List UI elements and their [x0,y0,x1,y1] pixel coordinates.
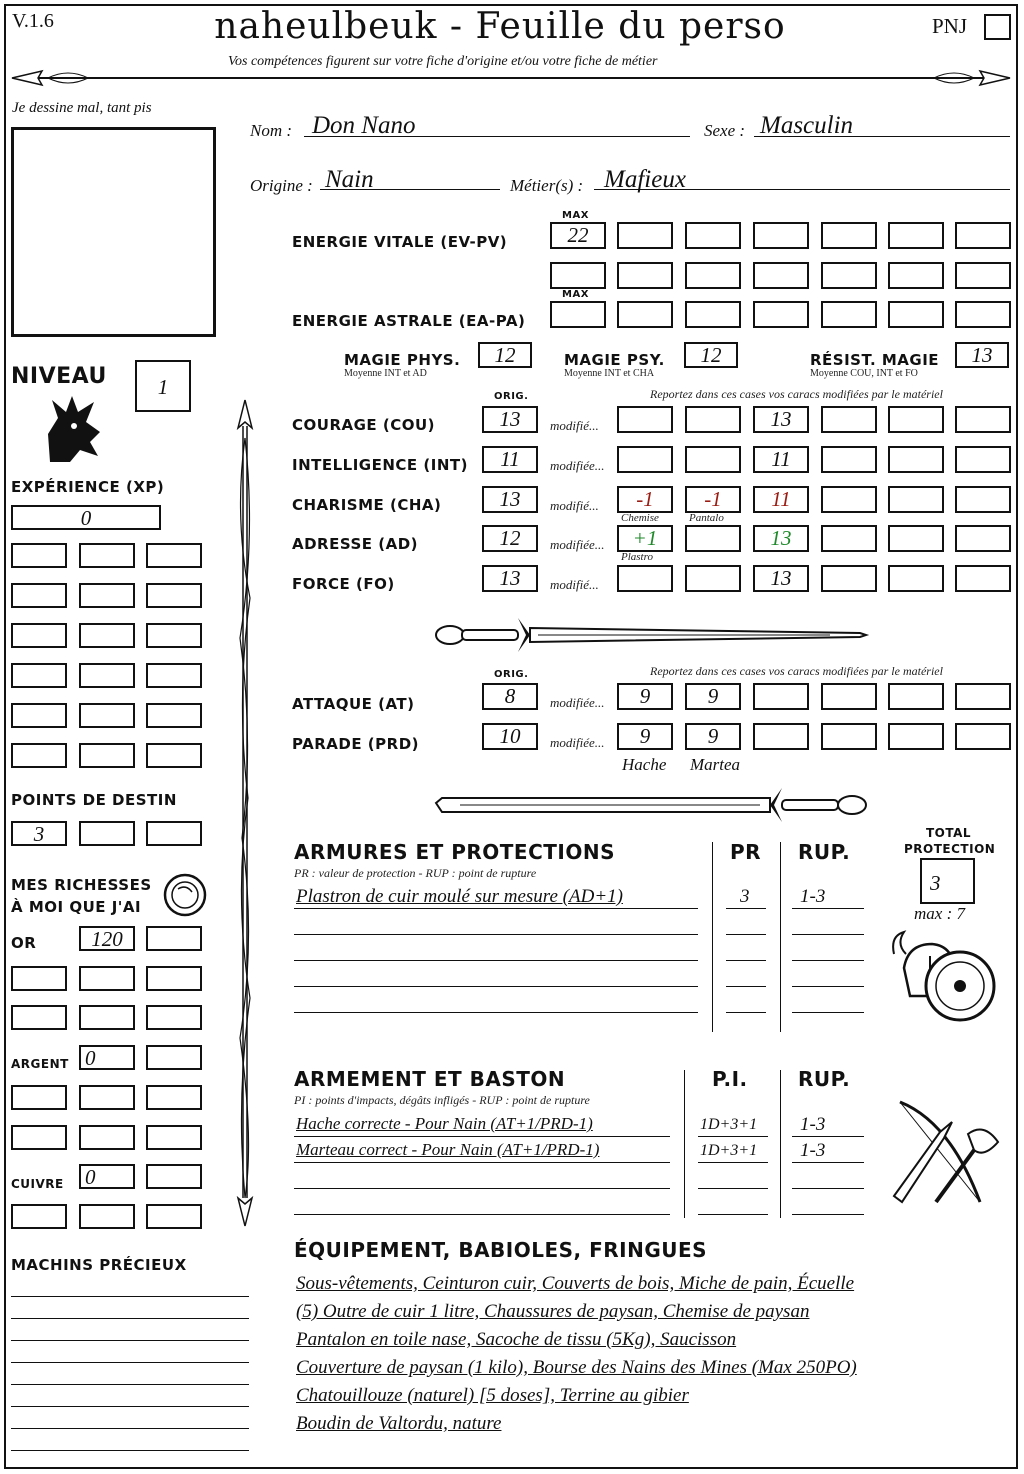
arme-name-line[interactable] [294,1136,670,1137]
armement-pi-header: P.I. [712,1067,748,1091]
arme-rup[interactable]: 1-3 [800,1114,826,1135]
destin-label: POINTS DE DESTIN [11,791,177,809]
armures-rup-header: RUP. [798,840,851,864]
carac-label: CHARISME (CHA) [292,496,442,514]
carac-mod-box[interactable] [821,486,877,513]
ev-box[interactable] [888,222,944,249]
carac-orig-box[interactable]: 13 [482,565,538,592]
ev-box[interactable] [753,262,809,289]
niveau-box[interactable]: 1 [135,360,191,412]
carac-mod-box[interactable]: 11 [753,486,809,513]
carac-mod-box[interactable] [955,565,1011,592]
ev-max-label: MAX [562,210,589,221]
arme-pi-line[interactable] [698,1162,768,1163]
arme-pi[interactable]: 1D+3+1 [700,1116,758,1133]
combat-mod-box[interactable] [753,723,809,750]
xp-box[interactable] [79,543,135,568]
or-extra-box[interactable] [79,1005,135,1030]
argent-box[interactable]: 0 [79,1045,135,1070]
cuivre-label: CUIVRE [11,1177,64,1191]
combat-mod-box[interactable]: 9 [617,723,673,750]
combat-mod-box[interactable]: 9 [685,683,741,710]
machins-line[interactable] [11,1406,249,1407]
carac-mod-box[interactable]: 13 [753,406,809,433]
ea-box[interactable] [685,301,741,328]
armure-pr-line[interactable] [726,908,766,909]
ev-box[interactable] [617,262,673,289]
sexe-label: Sexe : [704,121,746,140]
carac-mod-box[interactable] [888,446,944,473]
carac-mod-box[interactable] [955,486,1011,513]
xp-box[interactable] [11,703,67,728]
carac-mod-box[interactable] [685,446,741,473]
ev-box[interactable] [955,262,1011,289]
armure-rup-line[interactable] [792,908,864,909]
richesses-label-2: À MOI QUE J'AI [11,898,142,916]
dragon-icon [40,392,106,464]
ev-box[interactable] [888,262,944,289]
carac-modifie-label: modifiée... [550,537,605,552]
cuivre-extra-box[interactable] [11,1204,67,1229]
combat-mod-box[interactable] [753,683,809,710]
carac-mod-box[interactable] [955,406,1011,433]
armure-pr-line[interactable] [726,1012,766,1013]
combat-mod-box[interactable] [955,723,1011,750]
richesses-label-1: MES RICHESSES [11,876,152,894]
origine-label: Origine : [250,176,313,195]
metier-label: Métier(s) : [510,176,584,195]
cuivre-extra-box[interactable] [146,1204,202,1229]
caracs-report-note: Reportez dans ces cases vos caracs modifiées par le matériel [650,387,943,401]
xp-box[interactable] [79,743,135,768]
ev-box[interactable] [753,222,809,249]
origine-underline [320,189,500,190]
or-extra-box[interactable] [11,1005,67,1030]
attaque-label: ATTAQUE (AT) [292,695,415,713]
armure-name-line[interactable] [294,986,698,987]
carac-mod-box[interactable] [888,406,944,433]
vertical-spear-icon [228,398,262,1228]
magie-psy-sub: Moyenne INT et CHA [564,368,655,379]
niveau-label: NIVEAU [11,364,107,389]
helmet-shield-icon [888,928,1000,1032]
armure-rup[interactable]: 1-3 [800,886,826,907]
carac-label: INTELLIGENCE (INT) [292,456,468,474]
combat-mod-box[interactable] [955,683,1011,710]
armures-pr-header: PR [730,840,762,864]
machins-line[interactable] [11,1384,249,1385]
magie-phys-sub: Moyenne INT et AD [344,368,427,379]
page-subtitle: Vos compétences figurent sur votre fiche d'origine et/ou votre fiche de métier [228,54,658,69]
arme-pi[interactable]: 1D+3+1 [700,1142,758,1159]
or-box[interactable]: 120 [79,926,135,951]
equipement-line[interactable]: Boudin de Valtordu, nature [296,1413,502,1434]
carac-mod-box[interactable]: 11 [753,446,809,473]
equipement-line[interactable]: Chatouillouze (naturel) [5 doses], Terrine au gibier [296,1385,689,1406]
ea-label: ENERGIE ASTRALE (EA-PA) [292,312,526,330]
carac-orig-box[interactable]: 13 [482,406,538,433]
argent-extra-box[interactable] [11,1085,67,1110]
carac-mod-box[interactable] [955,525,1011,552]
arme-name-line[interactable] [294,1162,670,1163]
sexe-value[interactable]: Masculin [760,112,854,139]
combat-mod-box[interactable]: 9 [617,683,673,710]
coin-icon [162,872,208,918]
pnj-label: PNJ [932,14,968,38]
metier-underline [594,189,1010,190]
arme-name[interactable]: Marteau correct - Pour Nain (AT+1/PRD-1) [296,1140,600,1159]
combat-mod-box[interactable] [888,723,944,750]
ev-box[interactable] [685,222,741,249]
carac-mod-box[interactable] [888,565,944,592]
destin-box-2[interactable] [79,821,135,846]
xp-box[interactable] [79,583,135,608]
version-label: V.1.6 [12,10,54,32]
armure-name[interactable]: Plastron de cuir moulé sur mesure (AD+1) [296,886,623,907]
carac-mod-box[interactable]: +1 [617,525,673,552]
experience-box[interactable]: 0 [11,505,161,530]
ev-box[interactable] [821,222,877,249]
arme-name-line[interactable] [294,1188,670,1189]
argent-extra-box[interactable] [79,1085,135,1110]
nom-label: Nom : [250,121,293,140]
ea-box[interactable] [617,301,673,328]
destin-box-3[interactable] [146,821,202,846]
ev-box[interactable] [821,262,877,289]
machins-label: MACHINS PRÉCIEUX [11,1256,187,1274]
armure-rup-line[interactable] [792,986,864,987]
carac-modifie-label: modifiée... [550,458,605,473]
armure-pr-line[interactable] [726,986,766,987]
armement-rup-header: RUP. [798,1067,851,1091]
nom-value[interactable]: Don Nano [312,112,416,139]
nom-underline [304,136,690,137]
carac-mod-box[interactable] [888,486,944,513]
argent-extra-box[interactable] [11,1125,67,1150]
pnj-checkbox[interactable] [984,14,1011,40]
xp-box[interactable] [11,743,67,768]
max-protection-note: max : 7 [914,904,965,923]
arme-pi-line[interactable] [698,1188,768,1189]
armure-pr[interactable]: 3 [740,886,750,907]
attaque-orig-box[interactable]: 8 [482,683,538,710]
armement-divider-2 [780,1070,781,1218]
destin-box-1[interactable]: 3 [11,821,67,846]
xp-box[interactable] [146,743,202,768]
or-extra-box[interactable] [146,1005,202,1030]
attaque-modifie-label: modifiée... [550,695,605,710]
or-box-2[interactable] [146,926,202,951]
arme-rup-line[interactable] [792,1214,864,1215]
resist-magie-sub: Moyenne COU, INT et FO [810,368,918,379]
carac-orig-box[interactable]: 13 [482,486,538,513]
sword-icon [430,612,870,658]
magie-psy-box[interactable]: 12 [684,342,738,368]
argent-label: ARGENT [11,1057,69,1071]
equipement-line[interactable]: Pantalon en toile nase, Sacoche de tissu (5Kg), Saucisson [296,1329,737,1350]
xp-box[interactable] [146,623,202,648]
parade-orig-box[interactable]: 10 [482,723,538,750]
armement-divider-1 [684,1070,685,1218]
arme-rup-line[interactable] [792,1188,864,1189]
armure-rup-line[interactable] [792,934,864,935]
ea-box[interactable] [955,301,1011,328]
carac-modifie-label: modifié... [550,577,599,592]
magie-phys-label: MAGIE PHYS. [344,351,461,369]
armure-pr-line[interactable] [726,960,766,961]
combat-orig-label: ORIG. [494,669,529,680]
ea-box[interactable] [753,301,809,328]
parade-modifie-label: modifiée... [550,735,605,750]
ea-max-box[interactable] [550,301,606,328]
cuivre-box[interactable]: 0 [79,1164,135,1189]
magie-phys-box[interactable]: 12 [478,342,532,368]
armure-pr-line[interactable] [726,934,766,935]
arme-name[interactable]: Hache correcte - Pour Nain (AT+1/PRD-1) [296,1114,593,1133]
orig-label: ORIG. [494,391,529,402]
cuivre-extra-box[interactable] [79,1204,135,1229]
weapon-note-hache: Hache [622,755,667,774]
or-extra-box[interactable] [79,966,135,991]
armure-rup-line[interactable] [792,960,864,961]
carac-mod-box[interactable] [955,446,1011,473]
spear-divider-icon [8,66,1014,90]
ev-box[interactable] [685,262,741,289]
machins-line[interactable] [11,1318,249,1319]
combat-report-note: Reportez dans ces cases vos caracs modifiées par le matériel [650,664,943,678]
armures-title: ARMURES ET PROTECTIONS [294,840,615,864]
xp-box[interactable] [79,703,135,728]
argent-extra-box[interactable] [146,1085,202,1110]
ev-box[interactable] [955,222,1011,249]
machins-line[interactable] [11,1450,249,1451]
xp-box[interactable] [146,543,202,568]
xp-box[interactable] [79,623,135,648]
combat-mod-box[interactable] [888,683,944,710]
carac-modifie-label: modifié... [550,418,599,433]
equipement-title: ÉQUIPEMENT, BABIOLES, FRINGUES [294,1238,708,1262]
armures-divider-2 [780,842,781,1032]
xp-box[interactable] [11,663,67,688]
portrait-box[interactable] [11,127,216,337]
armure-name-line[interactable] [294,908,698,909]
carac-mod-box[interactable] [821,406,877,433]
or-extra-box[interactable] [146,966,202,991]
armement-sub: PI : points d'impacts, dégâts infligés - RUP : point de rupture [294,1093,590,1107]
argent-extra-box[interactable] [79,1125,135,1150]
arme-rup-line[interactable] [792,1162,864,1163]
weapons-icon [880,1092,1004,1214]
carac-mod-box[interactable] [821,446,877,473]
ev-label: ENERGIE VITALE (EV-PV) [292,233,508,251]
origine-value[interactable]: Nain [325,166,374,193]
or-extra-box[interactable] [11,966,67,991]
arme-pi-line[interactable] [698,1214,768,1215]
ev-box[interactable] [550,262,606,289]
carac-mod-box[interactable] [617,406,673,433]
arme-rup[interactable]: 1-3 [800,1140,826,1161]
metier-value[interactable]: Mafieux [604,166,686,193]
carac-mod-note: Pantalo [689,512,724,524]
armure-name-line[interactable] [294,960,698,961]
xp-box[interactable] [79,663,135,688]
machins-line[interactable] [11,1428,249,1429]
argent-box-2[interactable] [146,1045,202,1070]
experience-label: EXPÉRIENCE (XP) [11,478,165,496]
resist-magie-box[interactable]: 13 [955,342,1009,368]
equipement-line[interactable]: (5) Outre de cuir 1 litre, Chaussures de paysan, Chemise de paysan [296,1301,810,1322]
sexe-underline [754,136,1010,137]
arme-name-line[interactable] [294,1214,670,1215]
combat-mod-box[interactable]: 9 [685,723,741,750]
carac-label: FORCE (FO) [292,575,395,593]
carac-mod-box[interactable] [685,406,741,433]
xp-box[interactable] [11,623,67,648]
carac-mod-note: Plastro [621,551,653,563]
carac-orig-box[interactable]: 11 [482,446,538,473]
xp-box[interactable] [146,703,202,728]
parade-label: PARADE (PRD) [292,735,420,753]
carac-mod-box[interactable] [617,565,673,592]
arme-rup-line[interactable] [792,1136,864,1137]
ea-max-label: MAX [562,289,589,300]
carac-mod-box[interactable] [888,525,944,552]
ev-max-box[interactable]: 22 [550,222,606,249]
carac-mod-box[interactable] [821,525,877,552]
armures-sub: PR : valeur de protection - RUP : point de rupture [294,866,537,880]
armure-name-line[interactable] [294,1012,698,1013]
sword-icon-2 [430,782,872,828]
portrait-caption: Je dessine mal, tant pis [12,100,152,116]
machins-line[interactable] [11,1362,249,1363]
xp-box[interactable] [11,583,67,608]
xp-box[interactable] [11,543,67,568]
carac-mod-box[interactable]: -1 [617,486,673,513]
ea-box[interactable] [821,301,877,328]
xp-box[interactable] [146,583,202,608]
total-protection-label-1: TOTAL [926,826,972,840]
carac-mod-box[interactable] [821,565,877,592]
or-label: OR [11,934,37,952]
arme-pi-line[interactable] [698,1136,768,1137]
carac-mod-box[interactable] [685,565,741,592]
argent-extra-box[interactable] [146,1125,202,1150]
equipement-line[interactable]: Sous-vêtements, Ceinturon cuir, Couverts de bois, Miche de pain, Écuelle [296,1273,855,1294]
cuivre-box-2[interactable] [146,1164,202,1189]
armure-rup-line[interactable] [792,1012,864,1013]
machins-line[interactable] [11,1340,249,1341]
xp-box[interactable] [146,663,202,688]
machins-line[interactable] [11,1296,249,1297]
armement-title: ARMEMENT ET BASTON [294,1067,566,1091]
carac-mod-box[interactable]: 13 [753,525,809,552]
carac-label: ADRESSE (AD) [292,535,419,553]
carac-mod-box[interactable] [685,525,741,552]
magie-psy-label: MAGIE PSY. [564,351,665,369]
total-protection-label-2: PROTECTION [904,842,996,856]
equipement-line[interactable]: Couverture de paysan (1 kilo), Bourse des Nains des Mines (Max 250PO) [296,1357,857,1378]
total-protection-box[interactable]: 3 [920,858,975,904]
carac-label: COURAGE (COU) [292,416,436,434]
carac-mod-box[interactable]: -1 [685,486,741,513]
combat-mod-box[interactable] [821,723,877,750]
ev-box[interactable] [617,222,673,249]
weapon-note-martea: Martea [690,755,741,774]
carac-mod-box[interactable] [617,446,673,473]
armures-divider-1 [712,842,713,1032]
resist-magie-label: RÉSIST. MAGIE [810,351,940,369]
carac-mod-note: Chemise [621,512,659,524]
carac-modifie-label: modifié... [550,498,599,513]
ea-box[interactable] [888,301,944,328]
combat-mod-box[interactable] [821,683,877,710]
carac-mod-box[interactable]: 13 [753,565,809,592]
page-title: naheulbeuk - Feuille du perso [214,6,786,47]
armure-name-line[interactable] [294,934,698,935]
carac-orig-box[interactable]: 12 [482,525,538,552]
